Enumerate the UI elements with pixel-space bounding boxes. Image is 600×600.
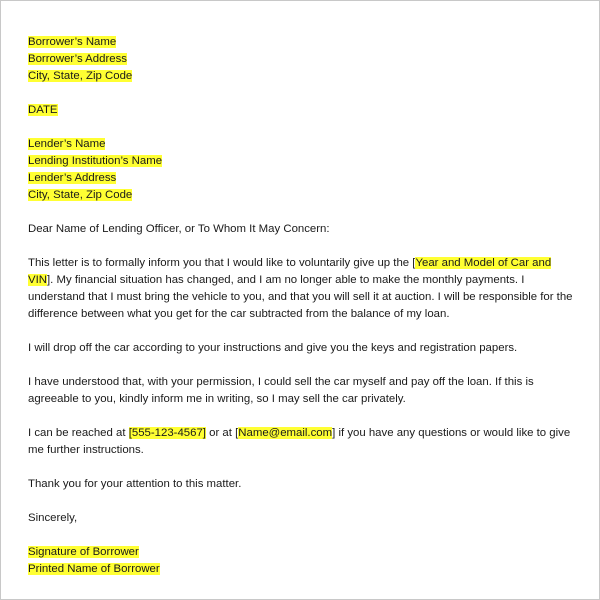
paragraph-drop-off: I will drop off the car according to your instructions and give you the keys and registration papers. [28,342,518,354]
paragraph-intent [28,255,576,323]
printed-name: Printed Name of Borrower [28,563,160,575]
paragraph-contact-mid: or at [ [205,427,239,439]
paragraph-private-sale: I have understood that, with your permission, I could sell the car myself and pay off the loan. If this is agreeable to you, kindly inform me in writing, so I may sell the car privately. [28,376,534,405]
letter-body [28,34,576,578]
lender-block [28,136,576,204]
lending-institution-name: Lending Institution’s Name [28,155,163,167]
borrower-block [28,34,576,85]
borrower-address: Borrower’s Address [28,53,127,65]
phone-number: 555-123-4567 [131,427,203,439]
paragraph-contact-tail: ] if you have any questions or would like to give me further instructions. [28,427,571,456]
paragraph-thanks: Thank you for your attention to this matter. [28,478,242,490]
phone-close-bracket: ] [202,427,206,439]
signature-block [28,544,576,578]
email-placeholder: Name@email.com [238,427,333,439]
lender-city-state-zip: City, State, Zip Code [28,189,133,201]
borrower-city-state-zip: City, State, Zip Code [28,70,133,82]
phone-open-bracket: [ [128,427,132,439]
phone-placeholder [129,427,206,439]
paragraph-intent-tail: ]. My financial situation has changed, and I am no longer able to make the monthly payments. I understand that I must bring the vehicle to you, and that you will sell it at auction. I will be responsible for the difference between what you get for the car subtracted from the balance of my loan. [28,274,573,320]
paragraph-intent-lead: This letter is to formally inform you that I would like to voluntarily give up the [ [28,257,416,269]
salutation: Dear Name of Lending Officer, or To Whom It May Concern: [28,223,330,235]
lender-name: Lender’s Name [28,138,106,150]
paragraph-contact-lead: I can be reached at [28,427,129,439]
closing: Sincerely, [28,512,78,524]
lender-address: Lender’s Address [28,172,117,184]
paragraph-contact [28,425,576,459]
borrower-name: Borrower’s Name [28,36,117,48]
car-model-vin-placeholder: Year and Model of Car and VIN [28,257,552,286]
date-field: DATE [28,104,58,116]
signature-line: Signature of Borrower [28,546,139,558]
